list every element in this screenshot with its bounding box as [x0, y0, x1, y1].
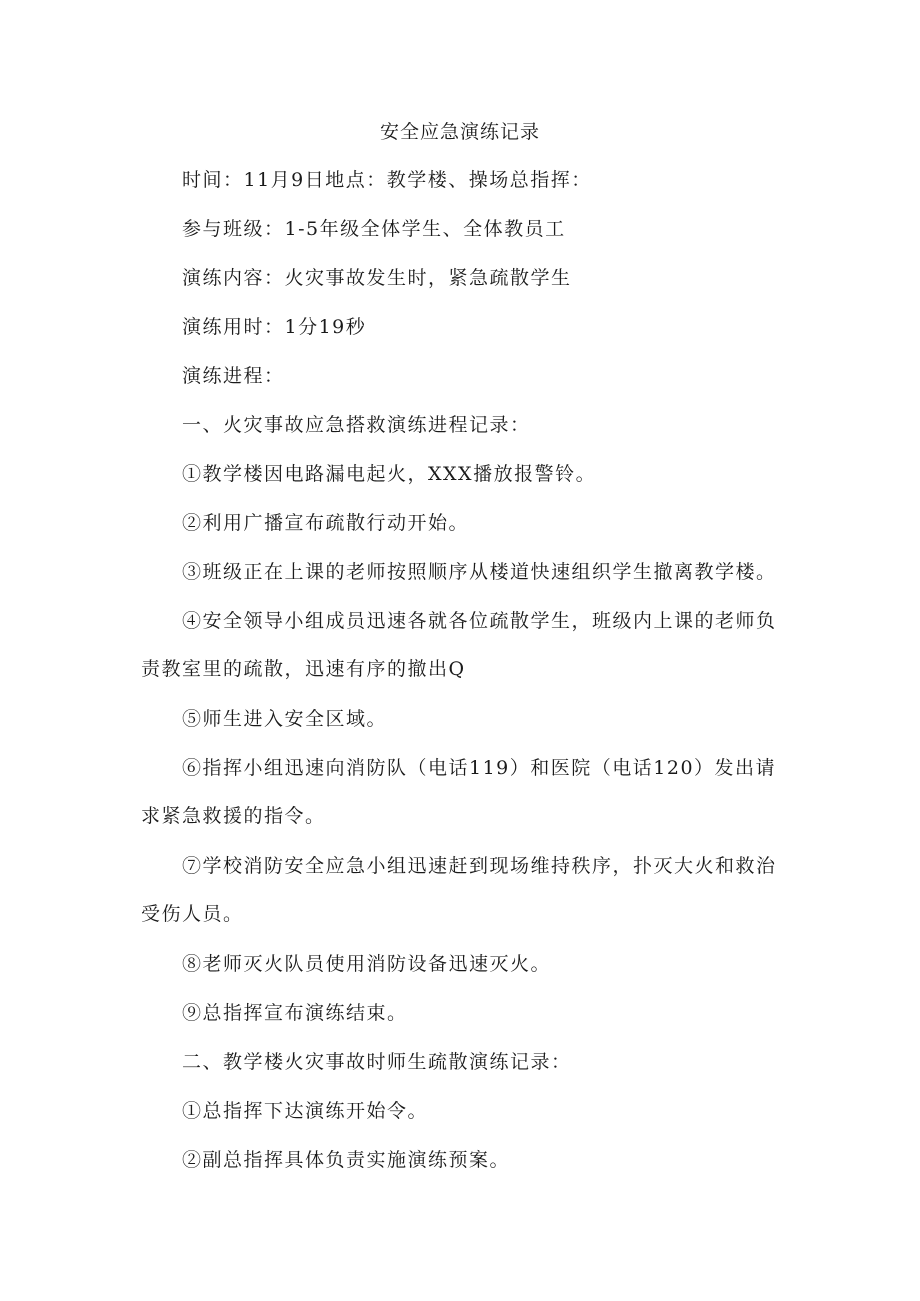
list-item: ⑨总指挥宣布演练结束。 [182, 1002, 408, 1024]
list-item: ⑦学校消防安全应急小组迅速赶到现场维持秩序，扑灭大火和救治受伤人员。 [141, 855, 777, 925]
paragraph-time-location: 时间：11月9日地点：教学楼、操场总指挥： [182, 169, 592, 191]
list-item: ⑧老师灭火队员使用消防设备迅速灭火。 [182, 953, 552, 975]
section-heading-1: 一、火灾事故应急搭救演练进程记录： [182, 414, 531, 436]
list-item: ⑤师生进入安全区域。 [182, 708, 388, 730]
list-item: ③班级正在上课的老师按照顺序从楼道快速组织学生撤离教学楼。 [182, 561, 777, 583]
list-item: ②利用广播宣布疏散行动开始。 [182, 512, 470, 534]
document-title: 安全应急演练记录 [379, 121, 540, 143]
section-heading-2: 二、教学楼火灾事故时师生疏散演练记录： [182, 1051, 572, 1073]
paragraph-drill-content: 演练内容：火灾事故发生时，紧急疏散学生 [182, 267, 572, 289]
list-item: ①教学楼因电路漏电起火，XXX播放报警铃。 [182, 463, 597, 485]
paragraph-drill-duration: 演练用时：1分19秒 [182, 316, 367, 338]
list-item: ①总指挥下达演练开始令。 [182, 1100, 429, 1122]
list-item: ④安全领导小组成员迅速各就各位疏散学生，班级内上课的老师负责教室里的疏散，迅速有序的撤出Q [141, 610, 777, 680]
list-item: ②副总指挥具体负责实施演练预案。 [182, 1149, 511, 1171]
paragraph-participants: 参与班级：1-5年级全体学生、全体教员工 [182, 218, 566, 240]
list-item: ⑥指挥小组迅速向消防队（电话119）和医院（电话120）发出请求紧急救援的指令。 [141, 757, 777, 827]
paragraph-drill-process: 演练进程： [182, 365, 285, 387]
